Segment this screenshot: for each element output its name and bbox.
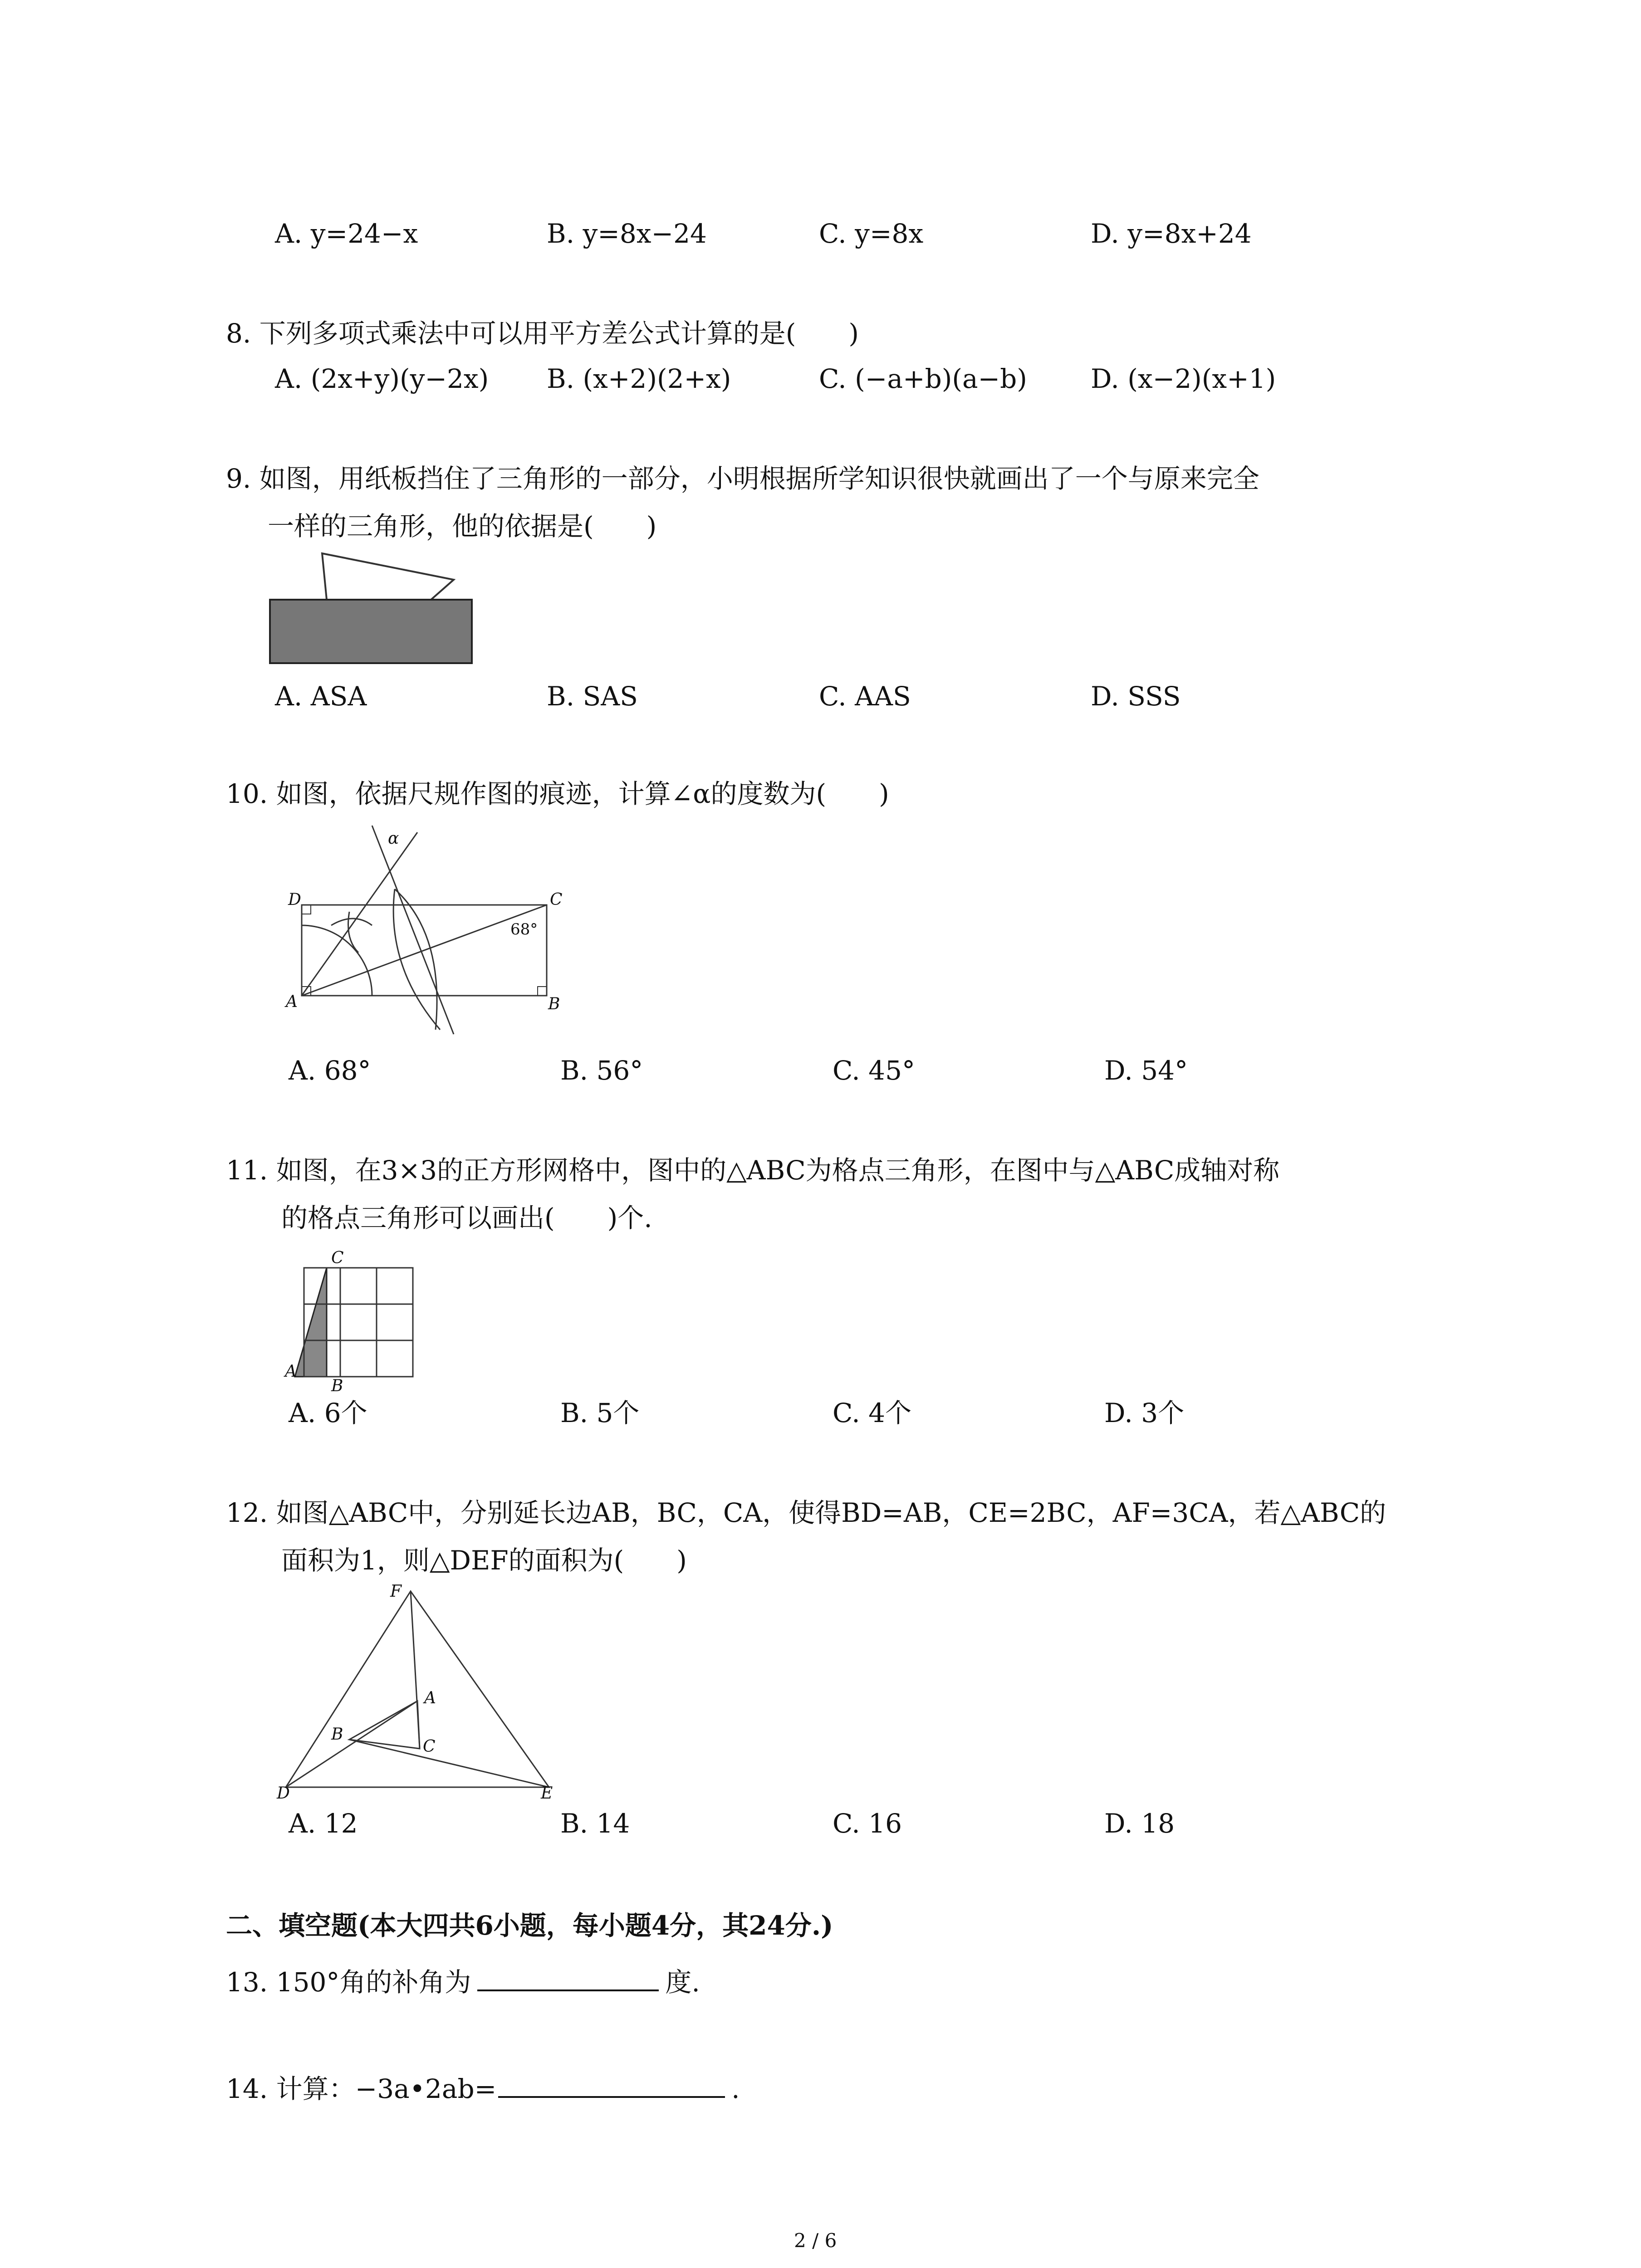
q7-option-c: C. y=8x [819, 218, 924, 249]
q10-stem: 10. 如图，依据尺规作图的痕迹，计算∠α的度数为( ) [226, 778, 889, 809]
q13-text: 13. 150°角的补角为 [226, 1967, 471, 1998]
q10-right-angle-b [538, 987, 547, 996]
q10-option-d: D. 54° [1104, 1055, 1188, 1086]
q9-option-c: C. AAS [819, 681, 911, 712]
q11-label-c: C [331, 1249, 344, 1267]
q9-figure [268, 549, 476, 676]
q10-label-d: D [288, 890, 301, 909]
q12-option-c: C. 16 [833, 1808, 902, 1839]
q11-option-b: B. 5个 [560, 1398, 640, 1428]
q13 [226, 1964, 700, 1998]
q10-arc-center [302, 925, 372, 996]
q12-stem-line2: 面积为1，则△DEF的面积为( ) [281, 1545, 687, 1576]
q12-label-f: F [390, 1582, 402, 1601]
q10-option-c: C. 45° [833, 1055, 915, 1086]
q14-text: 14. 计算：−3a•2ab= [226, 2073, 497, 2104]
q14-answer-blank[interactable] [498, 2071, 725, 2098]
q9-cardboard [270, 600, 472, 663]
q10-label-a: A [286, 992, 298, 1011]
q12-label-b: B [331, 1725, 343, 1744]
page-number: 2 / 6 [794, 2229, 837, 2252]
q10-option-b: B. 56° [560, 1055, 643, 1086]
q8-stem: 8. 下列多项式乘法中可以用平方差公式计算的是( ) [226, 318, 859, 349]
q9-stem-line1: 9. 如图，用纸板挡住了三角形的一部分，小明根据所学知识很快就画出了一个与原来完全 [226, 463, 1259, 494]
q12-line-be [349, 1740, 549, 1787]
q14 [226, 2071, 740, 2105]
q11-label-a: A [285, 1362, 297, 1381]
q10-perpendicular-line [372, 826, 454, 1034]
q10-label-angle: 68° [510, 920, 538, 938]
q9-option-d: D. SSS [1091, 681, 1181, 712]
q8-option-d: D. (x−2)(x+1) [1091, 363, 1276, 394]
q10-right-angle-d [302, 905, 311, 914]
q10-label-c: C [550, 890, 563, 909]
q13-answer-blank[interactable] [477, 1964, 659, 1991]
q12-triangle-def [286, 1591, 549, 1787]
q11-option-c: C. 4个 [833, 1398, 912, 1428]
q12-label-a: A [424, 1689, 436, 1707]
q10-label-b: B [548, 995, 560, 1013]
q12-label-d: D [277, 1784, 290, 1803]
q10-option-a: A. 68° [289, 1055, 371, 1086]
q9-triangle-visible-part [322, 553, 454, 600]
q11-stem-line2: 的格点三角形可以画出( )个. [281, 1202, 652, 1233]
q9-option-b: B. SAS [547, 681, 638, 712]
q9-stem-line2: 一样的三角形，他的依据是( ) [268, 511, 657, 542]
q11-figure [281, 1245, 417, 1395]
q10-bisector [302, 832, 417, 996]
q11-stem-line1: 11. 如图，在3×3的正方形网格中，图中的△ABC为格点三角形，在图中与△ABC成轴对称 [226, 1155, 1280, 1186]
q7-option-b: B. y=8x−24 [547, 218, 707, 249]
q12-label-e: E [541, 1784, 553, 1803]
q11-option-a: A. 6个 [289, 1398, 367, 1428]
q12-option-b: B. 14 [560, 1808, 630, 1839]
q7-option-d: D. y=8x+24 [1091, 218, 1252, 249]
q12-label-c: C [423, 1737, 436, 1756]
q13-unit: 度. [665, 1967, 700, 1998]
q10-label-alpha: α [388, 829, 399, 848]
q11-option-d: D. 3个 [1104, 1398, 1185, 1428]
q12-line-cf [411, 1591, 420, 1749]
q8-option-b: B. (x+2)(2+x) [547, 363, 731, 394]
q9-option-a: A. ASA [275, 681, 367, 712]
q12-option-d: D. 18 [1104, 1808, 1175, 1839]
q12-option-a: A. 12 [289, 1808, 358, 1839]
q11-triangle-abc [295, 1268, 327, 1377]
q10-diagonal-ac [302, 905, 547, 996]
q8-option-a: A. (2x+y)(y−2x) [275, 363, 489, 394]
section2-heading: 二、填空题(本大四共6小题，每小题4分，其24分.) [226, 1910, 833, 1941]
q12-stem-line1: 12. 如图△ABC中，分别延长边AB，BC，CA，使得BD=AB，CE=2BC，AF=3CA，若△ABC的 [226, 1497, 1386, 1528]
q11-label-b: B [331, 1377, 343, 1395]
q7-option-a: A. y=24−x [275, 218, 418, 249]
q12-figure [272, 1583, 572, 1801]
q8-option-c: C. (−a+b)(a−b) [819, 363, 1027, 394]
q10-figure [281, 821, 572, 1048]
q12-line-ad [286, 1701, 417, 1787]
q14-end: . [731, 2073, 740, 2104]
